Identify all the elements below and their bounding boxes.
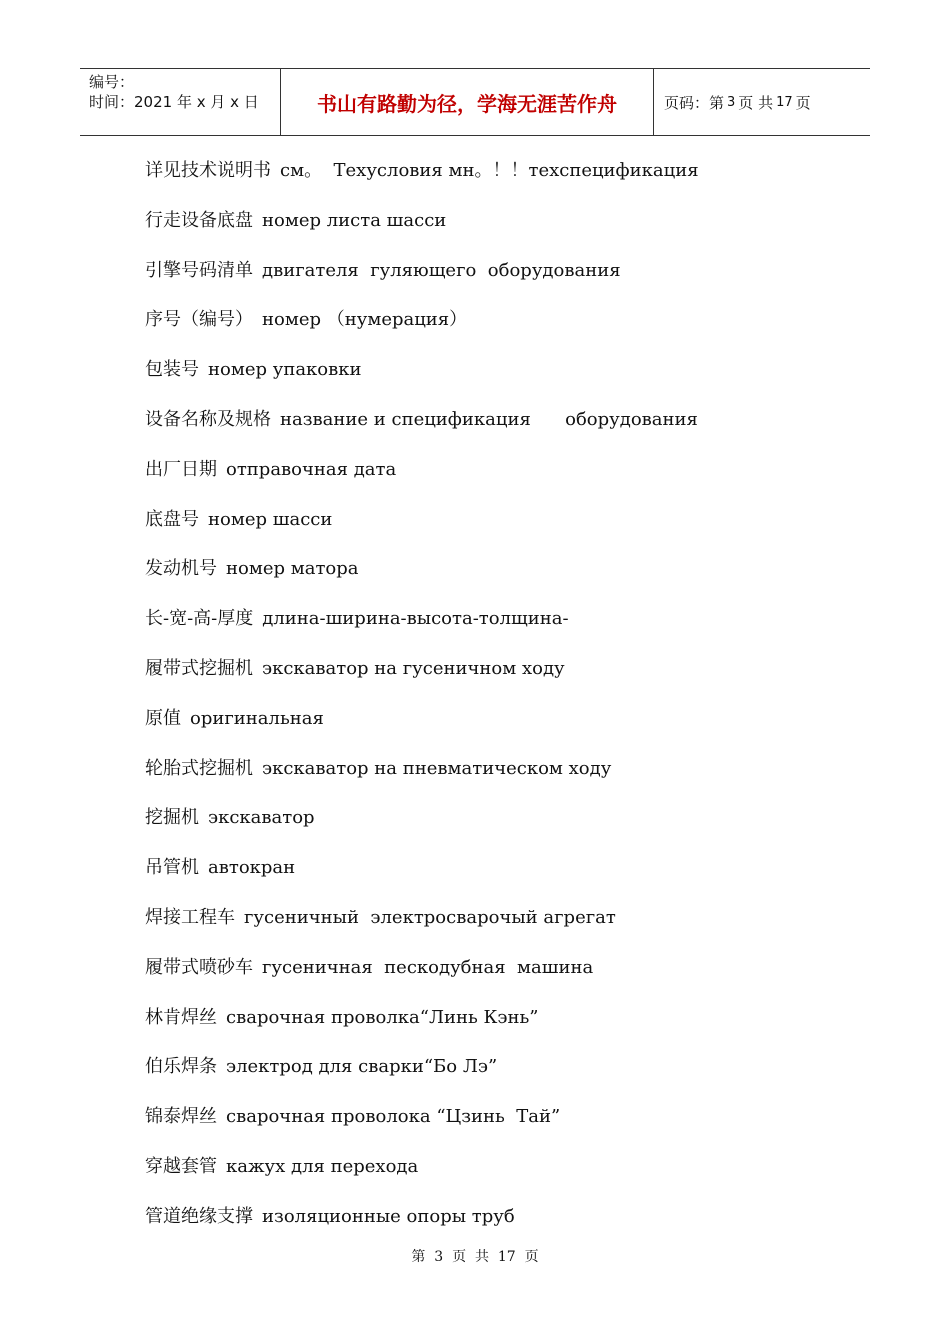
glossary-entry	[145, 1055, 865, 1105]
entry-russian-term: электрод для сварки“Бо Лэ”	[226, 1056, 498, 1078]
entry-chinese-term: 伯乐焊条	[145, 1056, 217, 1078]
entry-russian-term: см。 Техусловия мн。！！техспецификация	[280, 160, 699, 181]
glossary-entry	[145, 607, 865, 657]
time-label: 时间：2021 年 x 月 x 日	[89, 93, 259, 111]
entry-chinese-term: 履带式挖掘机	[145, 657, 253, 679]
page-total: 17	[776, 94, 793, 110]
glossary-entry	[145, 259, 865, 309]
glossary-entry	[145, 1105, 865, 1155]
entry-chinese-term: 焊接工程车	[145, 906, 235, 928]
entry-russian-term: название и спецификация оборудования	[280, 408, 698, 430]
entry-russian-term: длина-ширина-высота-толщина-	[262, 608, 569, 630]
entry-chinese-term: 包装号	[145, 359, 199, 381]
entry-chinese-term: 长-宽-高-厚度	[145, 608, 254, 630]
entry-chinese-term: 设备名称及规格	[145, 408, 271, 430]
header-page-indicator	[654, 69, 870, 135]
entry-chinese-term: 挖掘机	[145, 807, 199, 829]
page-middle: 页 共	[738, 93, 774, 112]
entry-russian-term: номер шасси	[208, 508, 333, 530]
entry-russian-term: отправочная дата	[226, 458, 397, 480]
entry-russian-term: двигателя гуляющего оборудования	[262, 259, 621, 281]
entry-russian-term: изоляционные опоры труб	[262, 1205, 515, 1227]
glossary-entry	[145, 1155, 865, 1205]
glossary-entry	[145, 557, 865, 607]
entry-chinese-term: 引擎号码清单	[145, 259, 253, 281]
entry-chinese-term: 锦泰焊丝	[145, 1106, 217, 1128]
glossary-entry	[145, 308, 865, 358]
glossary-entry	[145, 657, 865, 707]
glossary-entry	[145, 159, 865, 209]
entry-russian-term: гусеничная пескодубная машина	[262, 956, 594, 978]
glossary-entry	[145, 1006, 865, 1056]
entry-chinese-term: 林肯焊丝	[145, 1006, 217, 1028]
entry-chinese-term: 发动机号	[145, 558, 217, 580]
glossary-entry	[145, 209, 865, 259]
glossary-entry	[145, 508, 865, 558]
entry-chinese-term: 详见技术说明书	[145, 160, 271, 181]
entry-chinese-term: 原值	[145, 707, 181, 729]
entry-russian-term: сварочная проволока “Цзинь Тай”	[226, 1106, 561, 1128]
entry-russian-term: кажух для перехода	[226, 1155, 419, 1177]
entry-chinese-term: 出厂日期	[145, 458, 217, 480]
entry-russian-term: номер упаковки	[208, 359, 362, 381]
glossary-entry	[145, 707, 865, 757]
entry-chinese-term: 吊管机	[145, 857, 199, 879]
entry-russian-term: автокран	[208, 857, 296, 879]
glossary-list	[145, 159, 865, 1255]
entry-chinese-term: 穿越套管	[145, 1155, 217, 1177]
page-prefix: 页码：第	[664, 93, 725, 112]
glossary-entry	[145, 358, 865, 408]
entry-russian-term: экскаватор	[208, 807, 315, 829]
entry-chinese-term: 行走设备底盘	[145, 209, 253, 231]
entry-russian-term: оригинальная	[190, 707, 324, 729]
entry-russian-term: номер листа шасси	[262, 209, 447, 231]
entry-russian-term: номер матора	[226, 558, 359, 580]
entry-chinese-term: 底盘号	[145, 508, 199, 530]
entry-chinese-term: 履带式喷砂车	[145, 956, 253, 978]
entry-russian-term: номер （нумерация）	[262, 309, 468, 331]
document-header	[80, 68, 870, 136]
entry-chinese-term: 序号（编号）	[145, 309, 253, 331]
entry-russian-term: гусеничный электросварочый агрегат	[244, 906, 616, 928]
page-suffix: 页	[795, 93, 811, 112]
entry-russian-term: экскаватор на гусеничном ходу	[262, 657, 565, 679]
glossary-entry	[145, 757, 865, 807]
entry-chinese-term: 管道绝缘支撑	[145, 1205, 253, 1227]
entry-chinese-term: 轮胎式挖掘机	[145, 757, 253, 779]
page-footer: 第 3 页 共 17 页	[411, 1249, 539, 1265]
glossary-entry	[145, 956, 865, 1006]
glossary-entry	[145, 458, 865, 508]
header-motto: 书山有路勤为径，学海无涯苦作舟	[281, 69, 654, 135]
glossary-entry	[145, 408, 865, 458]
header-meta	[80, 69, 281, 135]
entry-russian-term: сварочная проволка“Линь Кэнь”	[226, 1006, 539, 1028]
entry-russian-term: экскаватор на пневматическом ходу	[262, 757, 612, 779]
serial-label: 编号：	[89, 73, 135, 91]
glossary-entry	[145, 806, 865, 856]
glossary-entry	[145, 906, 865, 956]
glossary-entry	[145, 856, 865, 906]
page-current: 3	[727, 94, 736, 110]
